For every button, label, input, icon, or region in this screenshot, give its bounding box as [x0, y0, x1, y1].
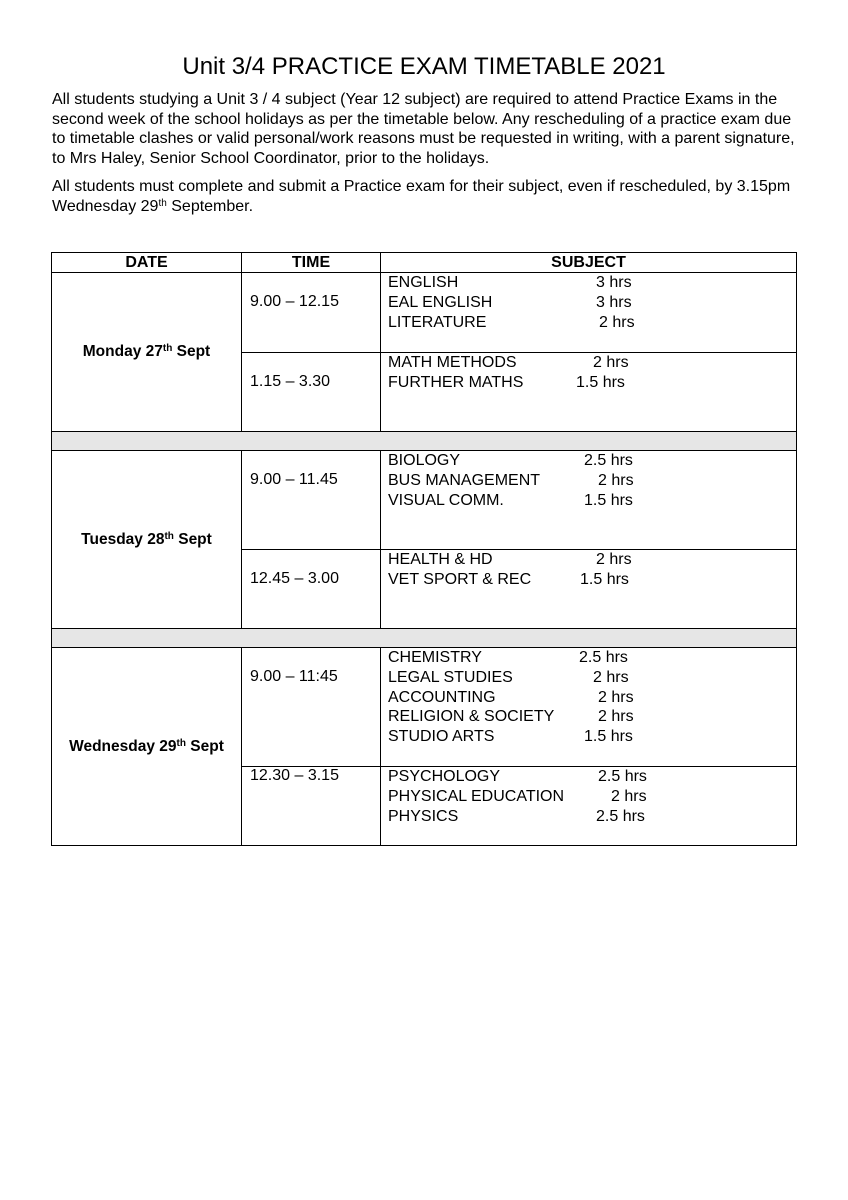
subject-cell	[381, 648, 797, 767]
subject-name: BIOLOGY	[388, 452, 461, 469]
subject-line	[388, 727, 796, 747]
separator-row	[52, 629, 797, 648]
subject-hours: 2 hrs	[596, 551, 632, 568]
separator-row	[52, 432, 797, 451]
subject-hours: 1.5 hrs	[584, 728, 633, 746]
subject-line	[388, 313, 796, 333]
subject-cell	[381, 451, 797, 550]
subject-name: LEGAL STUDIES	[388, 668, 513, 686]
day-month: Sept	[173, 530, 212, 548]
subject-hours: 2 hrs	[598, 688, 634, 706]
subject-line	[388, 273, 796, 293]
header-date: DATE	[52, 253, 242, 273]
subject-hours: 3 hrs	[596, 293, 632, 311]
day-sup: th	[164, 530, 174, 542]
subject-line	[388, 491, 796, 511]
subject-line	[388, 373, 796, 393]
subject-line	[388, 707, 796, 727]
deadline-paragraph	[52, 177, 797, 216]
subject-hours: 2.5 hrs	[584, 452, 633, 469]
time-cell	[242, 550, 381, 629]
subject-name: MATH METHODS	[388, 354, 517, 371]
header-row	[52, 253, 797, 273]
date-cell	[52, 273, 242, 432]
subject-name: CHEMISTRY	[388, 649, 482, 666]
subject-name: EAL ENGLISH	[388, 293, 493, 311]
subject-name: FURTHER MATHS	[388, 373, 524, 391]
subject-line	[388, 550, 796, 570]
day-month: Sept	[185, 737, 224, 755]
subject-line	[388, 648, 796, 668]
deadline-sup: th	[158, 197, 167, 209]
time-cell	[242, 273, 381, 353]
subject-line	[388, 353, 796, 373]
time-label: 9.00 – 11.45	[250, 471, 338, 488]
subject-hours: 2.5 hrs	[598, 768, 647, 785]
subject-hours: 1.5 hrs	[584, 491, 633, 509]
subject-name: BUS MANAGEMENT	[388, 471, 541, 489]
deadline-text: All students must complete and submit a Practice exam for their subject, even if rescheduled, by 3.15pm Wednesday 29	[52, 178, 791, 215]
subject-hours: 2 hrs	[593, 668, 629, 686]
deadline-tail: September.	[166, 197, 254, 215]
subject-hours: 2 hrs	[611, 787, 647, 805]
time-label: 9.00 – 11:45	[250, 668, 338, 685]
subject-hours: 2 hrs	[599, 313, 635, 331]
time-cell	[242, 451, 381, 550]
subject-name: PHYSICS	[388, 807, 459, 825]
subject-hours: 3 hrs	[596, 274, 632, 291]
subject-hours: 2 hrs	[598, 471, 634, 489]
header-time: TIME	[242, 253, 381, 273]
subject-name: STUDIO ARTS	[388, 728, 495, 746]
time-label: 1.15 – 3.30	[250, 373, 331, 390]
subject-name: ENGLISH	[388, 274, 459, 291]
page-title: Unit 3/4 PRACTICE EXAM TIMETABLE 2021	[182, 53, 666, 80]
subject-line	[388, 767, 796, 787]
separator-cell	[52, 432, 797, 451]
subject-hours: 2.5 hrs	[579, 649, 628, 666]
day-label: Wednesday 29	[69, 737, 177, 755]
date-cell	[52, 451, 242, 629]
table-row	[52, 273, 797, 353]
subject-hours: 1.5 hrs	[580, 570, 629, 588]
subject-name: HEALTH & HD	[388, 551, 493, 568]
table-row	[52, 648, 797, 767]
day-label: Monday 27	[82, 343, 163, 360]
subject-name: ACCOUNTING	[388, 688, 496, 706]
time-label: 12.30 – 3.15	[250, 767, 339, 784]
subject-cell	[381, 550, 797, 629]
subject-hours: 2 hrs	[593, 354, 629, 371]
time-label: 9.00 – 12.15	[250, 293, 339, 310]
subject-cell	[381, 273, 797, 353]
subject-name: VET SPORT & REC	[388, 570, 532, 588]
subject-cell	[381, 353, 797, 432]
subject-line	[388, 787, 796, 807]
subject-hours: 2 hrs	[598, 708, 634, 726]
subject-cell	[381, 767, 797, 846]
time-cell	[242, 767, 381, 846]
subject-name: VISUAL COMM.	[388, 491, 504, 509]
time-cell	[242, 353, 381, 432]
exam-timetable	[51, 252, 797, 846]
header-subject: SUBJECT	[381, 253, 797, 273]
day-month: Sept	[172, 343, 211, 360]
time-label: 12.45 – 3.00	[250, 570, 339, 587]
subject-name: PSYCHOLOGY	[388, 768, 501, 785]
subject-line	[388, 451, 796, 471]
table-row	[52, 451, 797, 550]
intro-paragraph: All students studying a Unit 3 / 4 subject (Year 12 subject) are required to attend Practice Exams in the second week of the school holidays as per the timetable below. Any rescheduling of a practice exam due to timetable clashes or valid personal/work reasons must be requested in writing, with a parent signature, to Mrs Haley, Senior School Coordinator, prior to the holidays.	[52, 91, 795, 167]
subject-line	[388, 688, 796, 708]
subject-line	[388, 807, 796, 827]
day-sup: th	[176, 737, 186, 749]
day-sup: th	[162, 343, 173, 354]
separator-cell	[52, 629, 797, 648]
subject-hours: 2.5 hrs	[596, 807, 645, 825]
subject-line	[388, 293, 796, 313]
subject-name: LITERATURE	[388, 313, 487, 331]
subject-hours: 1.5 hrs	[576, 373, 625, 391]
subject-line	[388, 471, 796, 491]
time-cell	[242, 648, 381, 767]
day-label: Tuesday 28	[81, 530, 165, 548]
date-cell	[52, 648, 242, 846]
subject-name: PHYSICAL EDUCATION	[388, 787, 565, 805]
subject-line	[388, 668, 796, 688]
subject-line	[388, 570, 796, 590]
subject-name: RELIGION & SOCIETY	[388, 708, 555, 726]
